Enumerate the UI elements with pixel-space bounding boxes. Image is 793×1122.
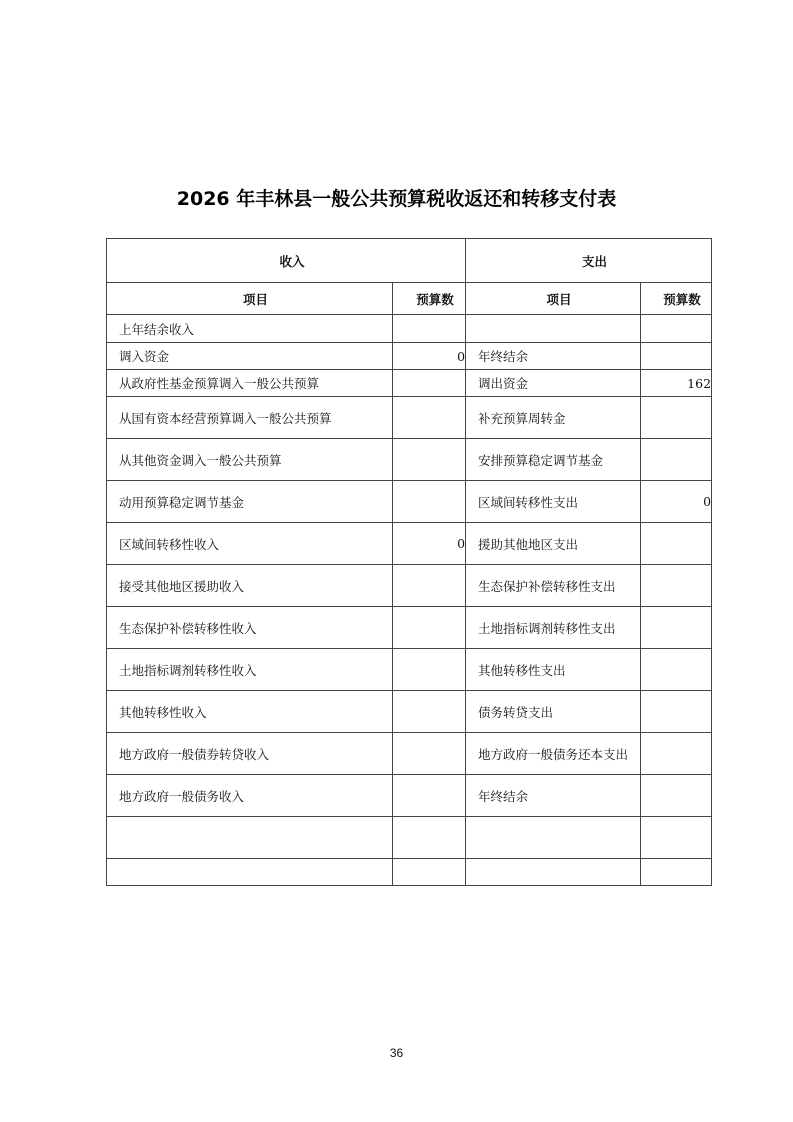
income-amount: 0: [393, 523, 466, 565]
income-amount: [393, 565, 466, 607]
expense-header: 支出: [466, 239, 712, 283]
expense-item: [466, 315, 641, 343]
income-item: 接受其他地区援助收入: [107, 565, 393, 607]
income-item: 土地指标调剂转移性收入: [107, 649, 393, 691]
expense-amount: [641, 817, 712, 859]
income-amount: 0: [393, 343, 466, 370]
income-item: 上年结余收入: [107, 315, 393, 343]
table-row: [107, 523, 712, 565]
income-amount-header: 预算数: [393, 283, 466, 315]
income-amount: [393, 481, 466, 523]
table-row: [107, 691, 712, 733]
income-amount: [393, 607, 466, 649]
income-amount: [393, 775, 466, 817]
expense-item: 生态保护补偿转移性支出: [466, 565, 641, 607]
expense-amount: [641, 523, 712, 565]
income-amount: [393, 649, 466, 691]
table-row: [107, 397, 712, 439]
expense-amount: [641, 565, 712, 607]
income-item: [107, 817, 393, 859]
income-item: 生态保护补偿转移性收入: [107, 607, 393, 649]
table-row: [107, 649, 712, 691]
table-row: [107, 775, 712, 817]
table-row: [107, 565, 712, 607]
income-amount: [393, 733, 466, 775]
table-row: [107, 733, 712, 775]
expense-amount: [641, 343, 712, 370]
expense-amount: [641, 315, 712, 343]
table-row: [107, 859, 712, 886]
expense-item: 援助其他地区支出: [466, 523, 641, 565]
income-item: 地方政府一般债券转贷收入: [107, 733, 393, 775]
page-title: 2026 年丰林县一般公共预算税收返还和转移支付表: [176, 188, 617, 210]
expense-item: [466, 859, 641, 886]
income-item: 调入资金: [107, 343, 393, 370]
income-item: 从政府性基金预算调入一般公共预算: [107, 370, 393, 397]
income-amount: [393, 370, 466, 397]
income-header: 收入: [107, 239, 466, 283]
income-item: 地方政府一般债务收入: [107, 775, 393, 817]
expense-item: [466, 817, 641, 859]
income-item: 区域间转移性收入: [107, 523, 393, 565]
page-number: 36: [389, 1046, 404, 1060]
income-item: 其他转移性收入: [107, 691, 393, 733]
expense-item: 安排预算稳定调节基金: [466, 439, 641, 481]
expense-amount: [641, 397, 712, 439]
expense-amount: [641, 649, 712, 691]
expense-item: 年终结余: [466, 775, 641, 817]
income-item: 从其他资金调入一般公共预算: [107, 439, 393, 481]
expense-amount: [641, 439, 712, 481]
expense-amount: [641, 775, 712, 817]
budget-table: [106, 238, 712, 886]
expense-amount: [641, 859, 712, 886]
expense-item: 土地指标调剂转移性支出: [466, 607, 641, 649]
income-amount: [393, 859, 466, 886]
income-amount: [393, 817, 466, 859]
expense-item: 调出资金: [466, 370, 641, 397]
table-header-row-1: [107, 239, 712, 283]
table-header-row-2: [107, 283, 712, 315]
expense-amount: 162: [641, 370, 712, 397]
table-row: [107, 315, 712, 343]
income-item-header: 项目: [107, 283, 393, 315]
expense-amount-header: 预算数: [641, 283, 712, 315]
expense-amount: [641, 607, 712, 649]
table-row: [107, 607, 712, 649]
expense-item: 年终结余: [466, 343, 641, 370]
expense-amount: [641, 733, 712, 775]
expense-amount: 0: [641, 481, 712, 523]
income-item: 动用预算稳定调节基金: [107, 481, 393, 523]
expense-amount: [641, 691, 712, 733]
income-amount: [393, 691, 466, 733]
expense-item: 区域间转移性支出: [466, 481, 641, 523]
expense-item: 地方政府一般债务还本支出: [466, 733, 641, 775]
expense-item-header: 项目: [466, 283, 641, 315]
income-item: 从国有资本经营预算调入一般公共预算: [107, 397, 393, 439]
expense-item: 债务转贷支出: [466, 691, 641, 733]
table-row: [107, 343, 712, 370]
table-row: [107, 817, 712, 859]
income-amount: [393, 439, 466, 481]
table-row: [107, 439, 712, 481]
table-row: [107, 481, 712, 523]
income-amount: [393, 397, 466, 439]
expense-item: 补充预算周转金: [466, 397, 641, 439]
income-item: [107, 859, 393, 886]
income-amount: [393, 315, 466, 343]
table-row: [107, 370, 712, 397]
expense-item: 其他转移性支出: [466, 649, 641, 691]
